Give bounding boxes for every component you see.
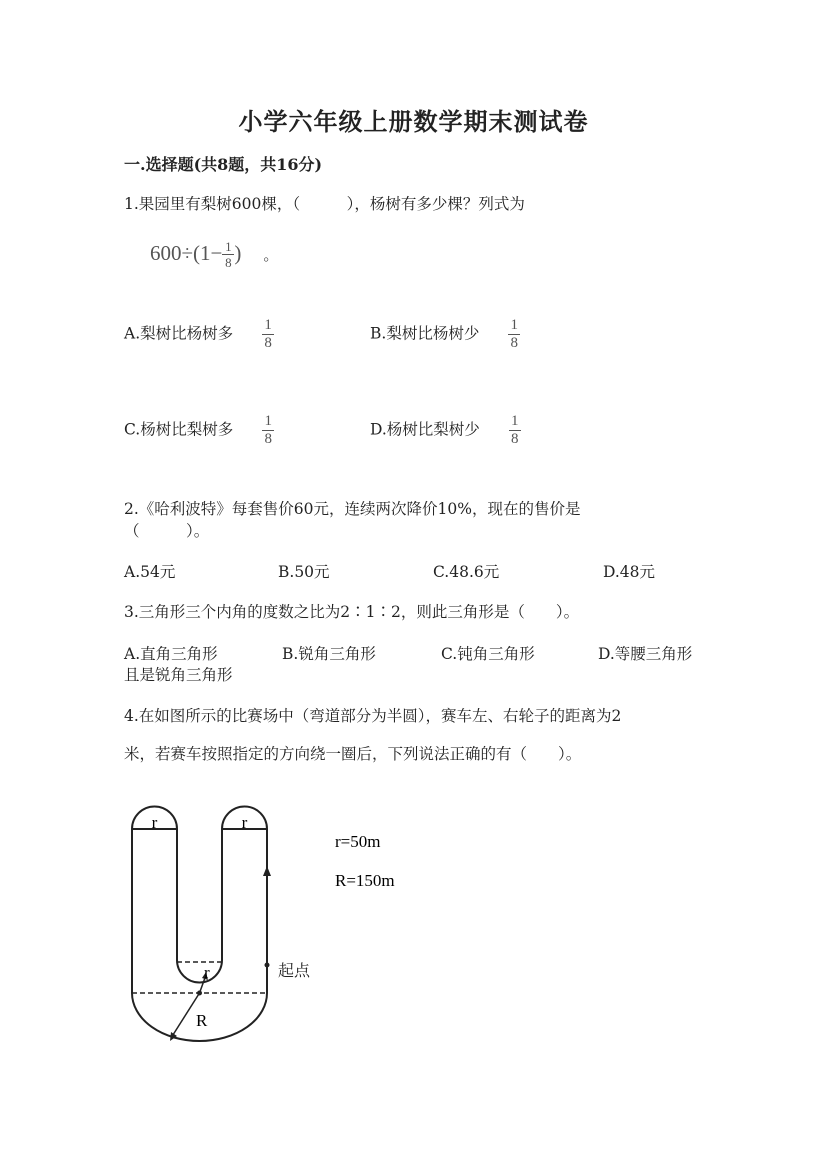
direction-arrowhead <box>263 866 271 876</box>
q2-option-b: B.50元 <box>278 563 330 581</box>
outer-R-label: R <box>196 1011 208 1030</box>
q3-option-d: D.等腰三角形 <box>598 645 693 663</box>
question-2-line-2: （ ）。 <box>124 522 210 540</box>
q1-option-a <box>124 318 274 351</box>
left-r-label: r <box>151 813 158 832</box>
q2-option-d: D.48元 <box>603 563 656 581</box>
option-text: D.杨树比梨树少 <box>370 420 480 439</box>
page-title: 小学六年级上册数学期末测试卷 <box>238 107 589 136</box>
option-text: A.梨树比杨树多 <box>124 324 234 343</box>
right-r-label: r <box>241 813 248 832</box>
expression-lead: 600÷(1− <box>150 241 223 265</box>
expression-end: 。 <box>263 246 279 264</box>
q1-option-b <box>370 318 520 351</box>
start-label: 起点 <box>278 961 311 980</box>
option-fraction: $\frac{1}{8}$ <box>262 414 274 447</box>
section-heading: 一.选择题(共8题，共16分) <box>124 155 323 174</box>
q3-option-b: B.锐角三角形 <box>282 645 376 663</box>
fraction-denominator: 8 <box>225 255 232 270</box>
option-fraction: $\frac{1}{8}$ <box>262 318 274 351</box>
question-1-stem: 1.果园里有梨树600棵，（ ），杨树有多少棵？列式为 <box>124 195 525 213</box>
option-text: B.梨树比杨树少 <box>370 324 480 343</box>
q3-option-a: A.直角三角形 <box>124 645 218 663</box>
q3-option-c: C.钝角三角形 <box>441 645 535 663</box>
start-point <box>265 963 270 968</box>
question-4-line-2: 米，若赛车按照指定的方向绕一圈后，下列说法正确的有（ ）。 <box>124 745 582 763</box>
track-outline <box>132 807 267 1042</box>
fraction-numerator: 1 <box>225 239 232 254</box>
q1-option-d <box>370 414 521 447</box>
race-track-figure <box>120 800 420 1060</box>
inner-r-label: r <box>204 963 210 982</box>
q1-option-c <box>124 414 274 447</box>
expression-fraction <box>222 240 234 269</box>
option-fraction: $\frac{1}{8}$ <box>508 318 520 351</box>
q3-option-d-wrap: 且是锐角三角形 <box>124 666 233 684</box>
expression-tail: ) <box>234 241 242 265</box>
q2-option-a: A.54元 <box>124 563 176 581</box>
q2-option-c: C.48.6元 <box>433 563 500 581</box>
given-r: r=50m <box>335 832 381 851</box>
question-4-line-1: 4.在如图所示的比赛场中（弯道部分为半圆），赛车左、右轮子的距离为2 <box>124 707 622 725</box>
question-2-line-1: 2.《哈利波特》每套售价60元，连续两次降价10%，现在的售价是 <box>124 500 581 518</box>
option-fraction: $\frac{1}{8}$ <box>509 414 521 447</box>
question-3-stem: 3.三角形三个内角的度数之比为2∶1∶2，则此三角形是（ ）。 <box>124 603 580 621</box>
question-1-expression <box>150 240 278 269</box>
option-text: C.杨树比梨树多 <box>124 420 234 439</box>
given-R: R=150m <box>335 871 395 890</box>
